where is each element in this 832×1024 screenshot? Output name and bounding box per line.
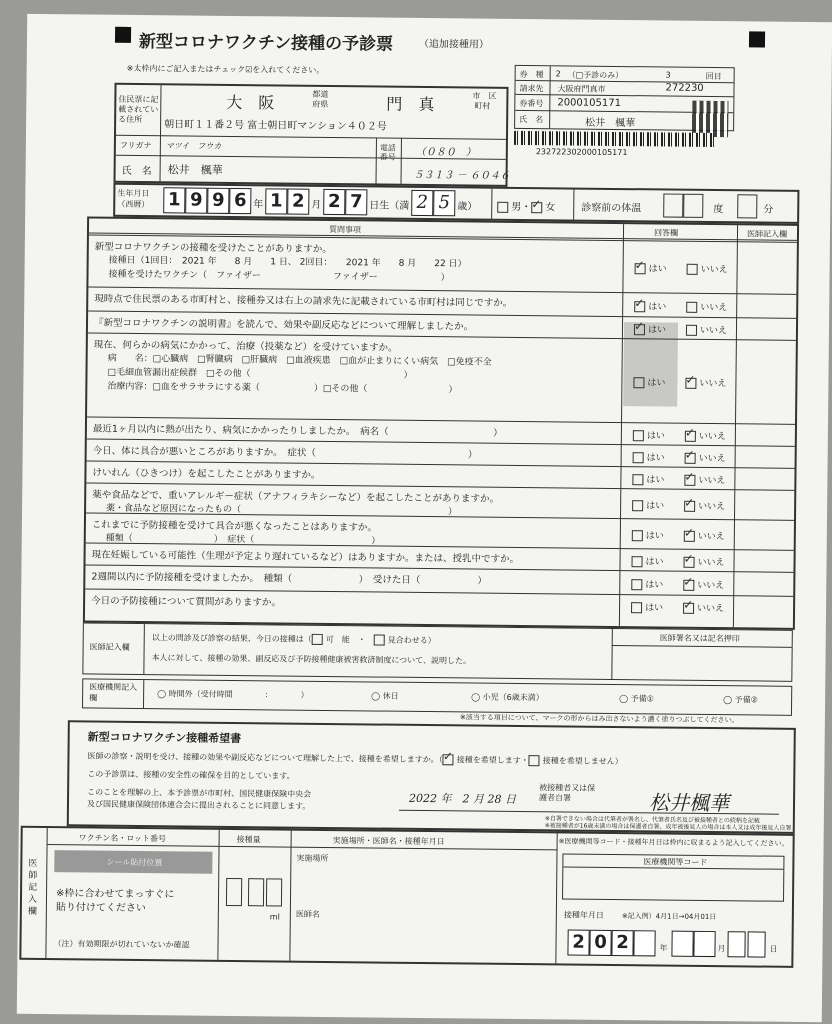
question-detail: 病 名：□心臓病 □腎臓病 □肝臓病 □血液疾患 □血が止まりにくい病気 □免疫不全 xyxy=(107,353,492,368)
question-text: 新型コロナワクチンの接種を受けたことがありますか。 xyxy=(94,241,332,256)
billing-code: 272230 xyxy=(665,82,704,94)
birth-day-digit: 7 xyxy=(345,189,367,215)
consent-yes-label: 接種を希望します・ xyxy=(456,755,529,766)
question-row xyxy=(87,332,796,424)
address-line: 朝日町１１番２号 富士朝日町マンション４０２号 xyxy=(164,119,387,133)
answer-no[interactable] xyxy=(686,300,727,313)
birth-label: 生年月日（西暦） xyxy=(117,188,150,210)
question-text: 現時点で住民票のある市町村と、接種券又は右上の請求先に記載されている市町村は同じですか。 xyxy=(94,293,513,309)
address-box xyxy=(113,83,508,187)
month-digit-blank[interactable] xyxy=(693,931,715,957)
consent-yes-checkbox[interactable] xyxy=(443,754,454,765)
temperature-label: 診察前の体温 xyxy=(581,202,642,215)
yes-label: はい xyxy=(645,603,664,614)
date-digit: 2 xyxy=(611,930,633,956)
no-label: いいえ xyxy=(697,580,725,592)
no-checkbox[interactable] xyxy=(686,302,697,313)
doctor-label: 医師記入欄 xyxy=(89,642,130,652)
temperature-box[interactable] xyxy=(683,194,703,218)
no-label: いいえ xyxy=(699,378,727,390)
question-detail: 種類（ ） 症状（ ） xyxy=(105,533,381,547)
consent-agreement: 及び国民健康保険団体連合会に提出されることに同意します。 xyxy=(86,799,311,811)
doctor-explanation: 本人に対して、接種の効果、副反応及び予防接種健康被害救済制度について、説明した。 xyxy=(151,653,472,666)
yes-label: はい xyxy=(646,431,665,442)
answer-no[interactable] xyxy=(684,499,725,512)
ticket-name-label: 氏 名 xyxy=(519,114,544,125)
date-digit: 0 xyxy=(589,930,611,956)
prefecture-type: 都道 xyxy=(312,89,329,99)
answer-header: 回答欄 xyxy=(653,228,679,238)
no-checkbox[interactable] xyxy=(683,603,694,614)
age-digit: 2 xyxy=(411,190,433,216)
institution-code-box[interactable] xyxy=(562,853,784,901)
consent-question: 医師の診察・説明を受け、接種の効果や副反応などについて理解した上で、接種を希望しますか。（ xyxy=(87,751,443,765)
answer-no[interactable] xyxy=(687,262,728,275)
no-checkbox[interactable] xyxy=(684,531,695,542)
phone-label: 電話番号 xyxy=(379,143,396,162)
institution-label: 医療機関記入欄 xyxy=(89,682,138,703)
form-title: 新型コロナワクチン接種の予診票 xyxy=(138,31,394,55)
answer-yes[interactable] xyxy=(631,600,663,613)
yes-checkbox[interactable] xyxy=(634,324,645,335)
form-subtitle: （追加接種用） xyxy=(418,38,490,51)
question-text: 現在、何らかの病気にかかって、治療（投薬など）を受けていますか。 xyxy=(93,339,398,354)
day-unit: 日 xyxy=(769,944,778,954)
month-unit: 月 xyxy=(311,199,322,211)
dose-box[interactable] xyxy=(226,878,242,906)
answer-no[interactable] xyxy=(685,429,726,442)
male-checkbox[interactable] xyxy=(497,201,508,212)
barcode-number: 232722302000105171 xyxy=(535,147,628,158)
question-text: 薬や食品などで、重いアレルギー症状（アナフィラキシーなど）を起こしたことがありますか。 xyxy=(92,489,500,505)
doctor-text: 以上の問診及び診察の結果、今日の接種は（ xyxy=(151,633,312,644)
no-label: いいえ xyxy=(698,431,726,443)
no-label: いいえ xyxy=(700,264,728,276)
question-row xyxy=(88,234,797,294)
question-detail: 治療内容：□血をサラサラにする薬（ ）□その他（ ） xyxy=(107,381,458,396)
answer-yes[interactable] xyxy=(631,577,663,590)
degree-unit: 度 xyxy=(713,204,724,216)
yes-checkbox[interactable] xyxy=(632,530,643,541)
yes-label: はい xyxy=(648,302,667,313)
age-digit: 5 xyxy=(433,190,455,216)
date-example: ※記入例）4月1日→04月01日 xyxy=(621,912,717,922)
answer-no[interactable] xyxy=(686,323,727,336)
day-digit-blank[interactable] xyxy=(727,931,745,957)
possible-checkbox[interactable] xyxy=(312,634,323,645)
no-label: いいえ xyxy=(697,557,725,569)
paren: ） xyxy=(427,636,436,646)
birth-suffix: 日生（満 xyxy=(369,200,410,212)
no-label: いいえ xyxy=(698,453,726,465)
answer-yes[interactable] xyxy=(632,472,664,485)
yes-checkbox[interactable] xyxy=(632,474,643,485)
yes-checkbox[interactable] xyxy=(631,556,642,567)
furigana: マツイ フウカ xyxy=(165,141,222,151)
place-header: 実施場所・医師名・接種年月日 xyxy=(332,836,445,847)
answer-yes[interactable] xyxy=(634,299,666,312)
doctor-sign-label: 医師署名又は記名押印 xyxy=(659,633,740,644)
city-type: 市 xyxy=(472,91,481,101)
child-option[interactable]: 小児（6歳未満） xyxy=(482,692,544,703)
postpone-label: 見合わせる xyxy=(387,635,428,646)
furigana-label: フリガナ xyxy=(119,140,152,151)
answer-yes[interactable] xyxy=(634,322,666,335)
no-label: いいえ xyxy=(700,302,728,314)
birth-year-digit: 6 xyxy=(229,188,251,214)
question-text: けいれん（ひきつけ）を起こしたことがありますか。 xyxy=(92,467,321,481)
day-digit-blank[interactable] xyxy=(747,931,765,957)
prefecture: 大 阪 xyxy=(226,92,275,113)
question-detail: 接種を受けたワクチン（ ファイザー ファイザー ） xyxy=(108,269,450,284)
address-label: 住民票に記載されている住所 xyxy=(118,94,159,125)
marking-note: ※該当する項目について、マークの形からはみ出さないよう濃く塗りつぶしてください。 xyxy=(459,713,739,725)
vaccination-form xyxy=(17,14,832,1022)
proxy-note: ※自署できない場合は代筆者が署名し、代筆者氏名及び被接種者との続柄を記載 xyxy=(544,815,760,825)
consent-no-label: 接種を希望しません） xyxy=(542,756,623,767)
date-digit: 2 xyxy=(567,930,589,956)
answer-no[interactable] xyxy=(683,601,724,614)
temperature-decimal-box[interactable] xyxy=(737,194,757,218)
dose-count: 3 xyxy=(665,70,671,80)
code-note: ※医療機関等コード・接種年月日は枠内に収まるよう記入してください。 xyxy=(558,837,789,848)
yes-label: はい xyxy=(645,580,664,591)
answer-yes[interactable] xyxy=(633,450,665,463)
consent-purpose: この予診票は、接種の安全性の確保を目的としています。 xyxy=(87,769,295,781)
name-label: 氏 名 xyxy=(121,165,152,178)
reserve-2-option[interactable]: 予備② xyxy=(734,695,758,705)
signer-label: 被接種者又は保護者自署 xyxy=(539,783,596,803)
year-unit: 年 xyxy=(253,199,264,211)
yes-label: はい xyxy=(647,325,667,336)
ml-unit: ml xyxy=(269,912,280,922)
institution-section: 医療機関記入欄 ◯ 時間外（受付時間 ： ） ◯ 休日 ◯ 小児（6歳未満） ◯ 予備① ◯ 予備② xyxy=(82,678,792,715)
yes-label: はい xyxy=(645,531,664,542)
dose-count-unit: 回目 xyxy=(705,71,722,82)
answer-no[interactable] xyxy=(683,578,724,591)
no-label: いいえ xyxy=(699,325,728,337)
yes-checkbox[interactable] xyxy=(631,602,642,613)
answer-no[interactable] xyxy=(683,555,724,568)
consent-title: 新型コロナワクチン接種希望書 xyxy=(87,730,242,746)
no-checkbox[interactable] xyxy=(685,378,696,389)
signature: 松井楓華 xyxy=(648,790,730,816)
answer-no[interactable] xyxy=(685,451,726,464)
place-label: 実施場所 xyxy=(296,853,329,864)
consent-section xyxy=(67,720,796,834)
city: 門 真 xyxy=(386,94,435,115)
sticker-note: 貼り付けてください xyxy=(55,902,146,915)
birth-day-digit: 2 xyxy=(323,189,345,215)
no-checkbox[interactable] xyxy=(686,325,697,336)
yes-label: はい xyxy=(646,501,665,512)
question-text: これまでに予防接種を受けて具合が悪くなったことはありますか。 xyxy=(91,519,377,534)
billing-label: 請求先 xyxy=(519,83,544,94)
year-unit: 年 xyxy=(659,943,668,953)
no-checkbox[interactable] xyxy=(685,453,696,464)
question-text: 今日の予防接種について質問がありますか。 xyxy=(91,595,281,609)
after-hours-option[interactable]: 時間外（受付時間 ： ） xyxy=(168,689,309,700)
question-text: 『新型コロナワクチンの説明書』を読んで、効果や副反応などについて理解しましたか。 xyxy=(93,317,474,333)
yes-checkbox[interactable] xyxy=(634,301,645,312)
dose-box[interactable] xyxy=(266,878,282,906)
qr-code-icon xyxy=(692,101,728,137)
expiry-note: （注）有効期限が切れていないか確認 xyxy=(53,939,190,950)
yes-checkbox[interactable] xyxy=(633,377,644,388)
barcode-icon xyxy=(514,131,714,147)
no-label: いいえ xyxy=(698,475,726,487)
consent-date: 2022 年 2 月 28 日 xyxy=(408,791,517,806)
question-detail: 接種日（1回目： 2021 年 8 月 1 日、 2回目： 2021 年 8 月 22 日） xyxy=(108,255,467,270)
billing-value: 大阪府門真市 xyxy=(557,84,606,94)
ticket-type-label: 券 種 xyxy=(519,69,544,80)
question-text: 2週間以内に予防接種を受けましたか。 種類（ ） 受けた日（ ） xyxy=(91,571,487,587)
question-text: 今日、体に具合が悪いところがありますか。 症状（ ） xyxy=(92,445,478,461)
answer-no[interactable] xyxy=(685,376,726,389)
no-label: いいえ xyxy=(697,603,725,615)
answer-yes[interactable] xyxy=(633,428,665,441)
ticket-number: 2000105171 xyxy=(557,97,622,110)
answer-no[interactable] xyxy=(684,473,725,486)
no-checkbox[interactable] xyxy=(684,475,695,486)
doctor-name-label: 医師名 xyxy=(295,909,320,919)
birth-row: 生年月日（西暦） 1 9 9 6 年 1 2 月 2 7 日生（満 2 5 歳） 男・✓ 女 診察前の体温 度 分 xyxy=(113,183,799,224)
vaccine-lot-header: ワクチン名・ロット番号 xyxy=(78,833,167,844)
decimal-unit: 分 xyxy=(763,204,774,216)
yes-checkbox[interactable] xyxy=(633,452,644,463)
doctor-header: 医師記入欄 xyxy=(746,229,788,239)
dose-box[interactable] xyxy=(248,878,264,906)
birth-month-digit: 1 xyxy=(265,188,287,214)
yes-label: はい xyxy=(646,475,665,486)
no-label: いいえ xyxy=(698,501,726,513)
code-label: 医療機関等コード xyxy=(643,857,708,867)
city-type: 町村 xyxy=(474,101,491,111)
holiday-option[interactable]: 休日 xyxy=(382,691,399,701)
answer-yes[interactable] xyxy=(633,375,665,388)
answer-yes[interactable] xyxy=(632,528,664,541)
month-unit: 月 xyxy=(717,944,726,954)
registration-mark xyxy=(115,27,131,43)
birth-month-digit: 2 xyxy=(287,189,309,215)
question-text: 現在妊娠している可能性（生理が予定より遅れているなど）はありますか。または、授乳中ですか。 xyxy=(91,549,520,565)
birth-year-digit: 9 xyxy=(185,187,207,213)
answer-yes[interactable] xyxy=(631,554,663,567)
yes-label: はい xyxy=(648,264,667,275)
no-checkbox[interactable] xyxy=(684,501,695,512)
yes-label: はい xyxy=(646,453,665,464)
phone-area: （０８０ ） xyxy=(415,146,476,159)
answer-no[interactable] xyxy=(684,529,725,542)
male-label: 男 xyxy=(511,201,522,213)
age-unit: 歳） xyxy=(457,201,478,213)
question-detail: □毛細血管漏出症候群 □その他（ ） xyxy=(107,367,413,381)
postpone-checkbox[interactable] xyxy=(374,634,385,645)
consent-no-checkbox[interactable] xyxy=(529,755,540,766)
bottom-section xyxy=(19,826,794,968)
ticket-number-label: 券番号 xyxy=(519,98,544,109)
name: 松井 楓華 xyxy=(167,163,223,177)
yes-checkbox[interactable] xyxy=(631,579,642,590)
ticket-type-note: （□予診のみ） xyxy=(567,70,624,81)
consent-agreement: このことを理解の上、本予診票が市町村、国民健康保険中央会 xyxy=(87,787,312,799)
question-text: 最近1ヶ月以内に熱が出たり、病気にかかったりしましたか。 病名（ ） xyxy=(92,423,503,439)
no-checkbox[interactable] xyxy=(687,264,698,275)
female-label: 女 xyxy=(545,202,556,214)
yes-checkbox[interactable] xyxy=(633,430,644,441)
temperature-box[interactable] xyxy=(663,193,683,217)
question-header: 質問事項 xyxy=(328,224,362,235)
instruction-text: ※太枠内にご記入またはチェック☑を入れてください。 xyxy=(126,63,325,75)
answer-yes[interactable] xyxy=(635,261,667,274)
sticker-note: ※枠に合わせてまっすぐに xyxy=(55,888,175,901)
no-checkbox[interactable] xyxy=(683,557,694,568)
vaccination-date-label: 接種年月日 xyxy=(563,910,604,920)
yes-checkbox[interactable] xyxy=(635,263,646,274)
registration-mark xyxy=(749,31,765,47)
no-checkbox[interactable] xyxy=(683,580,694,591)
possible-label: 可 能 xyxy=(325,634,350,645)
ticket-type-value: 2 xyxy=(555,69,561,79)
dose-header: 接種量 xyxy=(236,835,261,845)
month-digit-blank[interactable] xyxy=(671,931,693,957)
question-detail: 薬・食品など原因になったもの（ ） xyxy=(106,503,458,518)
yes-label: はい xyxy=(645,557,664,568)
sticker-area: シール貼付位置 xyxy=(106,857,163,868)
questionnaire-table xyxy=(83,216,799,629)
birth-year-digit: 1 xyxy=(163,187,185,213)
yes-checkbox[interactable] xyxy=(632,500,643,511)
city-type: 区 xyxy=(488,91,497,101)
yes-label: はい xyxy=(647,378,666,389)
prefecture-type: 府県 xyxy=(312,99,329,109)
date-digit-blank[interactable] xyxy=(633,930,655,956)
female-checkbox[interactable] xyxy=(531,202,542,213)
bottom-side-label: 医師記入欄 xyxy=(27,858,38,917)
birth-year-digit: 9 xyxy=(207,188,229,214)
phone-number: ５３１３ － ６０４６ xyxy=(413,169,510,182)
no-label: いいえ xyxy=(697,531,725,543)
ticket-name: 松井 楓華 xyxy=(585,117,636,130)
no-checkbox[interactable] xyxy=(685,431,696,442)
doctor-section: 医師記入欄 以上の問診及び診察の結果、今日の接種は（ 可 能 ・ 見合わせる） 本人に対して、接種の効果、副反応及び予防接種健康被害救済制度について、説明した。 医師署名又は記名押印 xyxy=(82,622,793,681)
reserve-1-option[interactable]: 予備① xyxy=(630,694,654,704)
minor-note: ※被接種者が16歳未満の場合は保護者自署、成年被後見人の場合は本人又は成年後見人自署 xyxy=(544,822,792,832)
answer-yes[interactable] xyxy=(632,498,664,511)
